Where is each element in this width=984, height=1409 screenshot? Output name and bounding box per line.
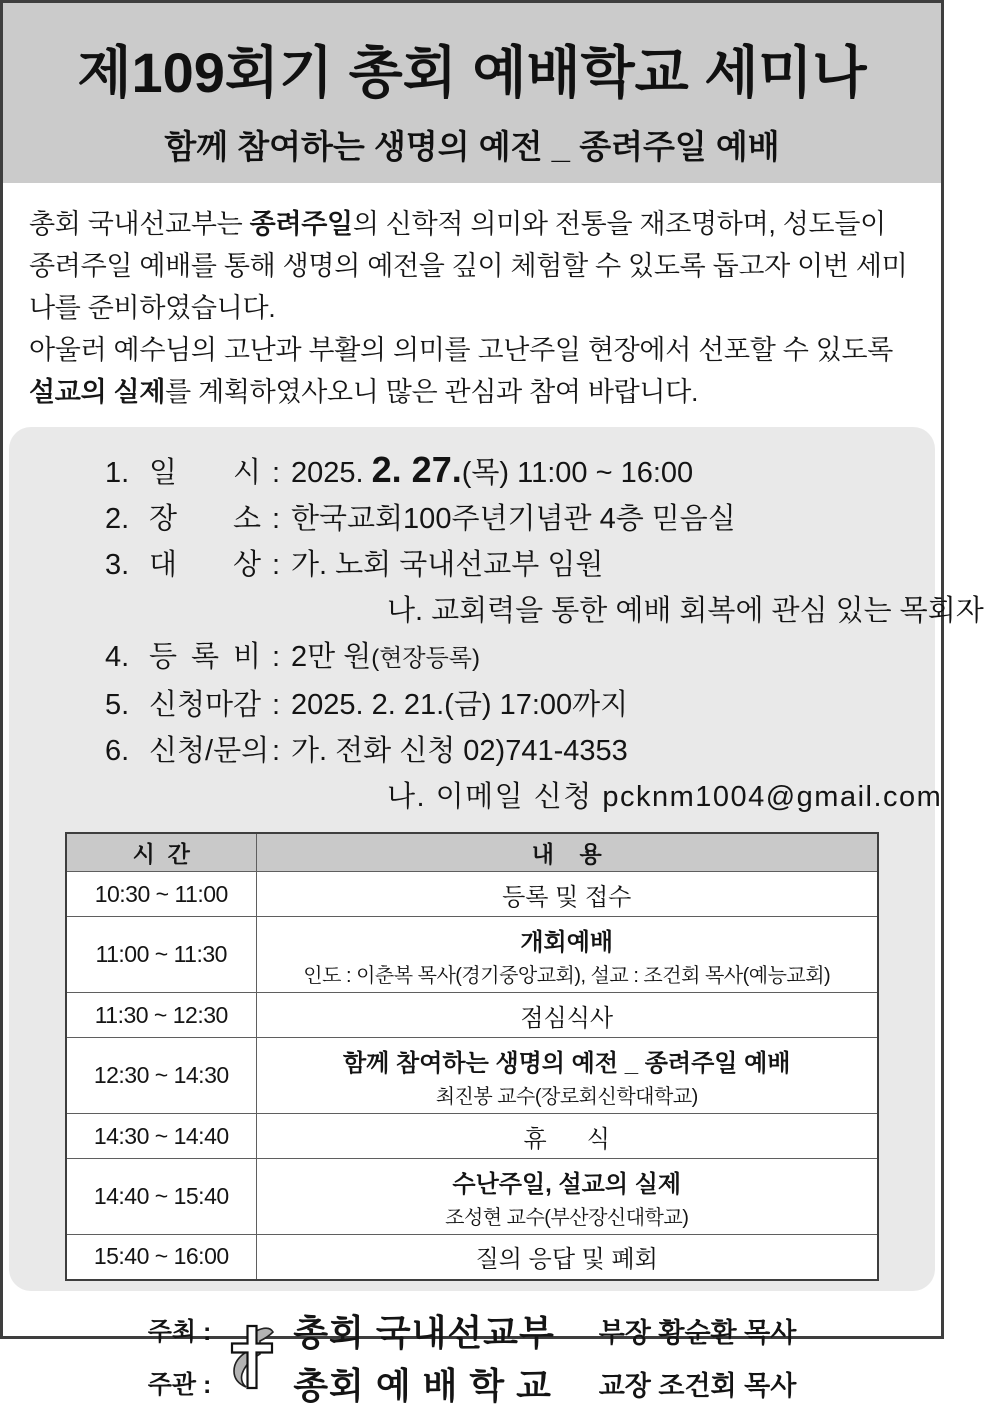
info-item-contact (105, 728, 935, 774)
item-label: 신청마감 (149, 689, 262, 721)
datetime-time: (목) 11:00 ~ 16:00 (461, 457, 694, 489)
target-value-b: 나. 교회력을 통한 예배 회복에 관심 있는 목회자 (387, 595, 984, 627)
schedule-row-lecture-sermon (66, 1159, 878, 1235)
item-number: 5. (105, 689, 130, 721)
organizer-org-name: 총회 예 배 학 교 (293, 1364, 552, 1406)
schedule-time: 11:00 ~ 11:30 (66, 917, 256, 993)
info-item-contact-continued (105, 774, 943, 820)
schedule-row-registration (66, 872, 878, 917)
info-item-target-continued (105, 588, 984, 634)
fee-amount: 2만 원 (291, 641, 372, 673)
intro-text: 아울러 예수님의 고난과 부활의 의미를 고난주일 현장에서 선포할 수 있도록 (29, 335, 894, 365)
info-item-target (105, 542, 935, 588)
item-label: 신청/문의 (149, 735, 270, 767)
schedule-content: 질의 응답 및 폐회 (475, 1246, 658, 1274)
schedule-header-row (66, 833, 878, 872)
schedule-row-break (66, 1114, 878, 1159)
schedule-time: 14:40 ~ 15:40 (66, 1159, 256, 1235)
fee-note: (현장등록) (371, 645, 480, 672)
schedule-header-time: 시 간 (66, 833, 256, 872)
item-colon: : (271, 735, 281, 767)
organizer-person: 교장 조건회 목사 (598, 1370, 797, 1401)
item-number: 3. (105, 549, 130, 581)
datetime-date-emphasis: 2. 27. (371, 449, 462, 490)
item-colon: : (271, 503, 281, 535)
host-org-name: 총회 국내선교부 (293, 1311, 555, 1353)
schedule-time: 10:30 ~ 11:00 (66, 872, 256, 917)
schedule-content: 등록 및 접수 (502, 883, 632, 911)
info-box (9, 427, 984, 1291)
intro-section (29, 203, 915, 413)
info-item-fee (105, 634, 935, 682)
schedule-content: 휴 식 (523, 1125, 610, 1153)
item-label: 장 소 (149, 503, 261, 535)
organizer-label: 주관 : (147, 1371, 212, 1399)
pck-cross-logo-icon (227, 1324, 277, 1390)
item-colon: : (271, 457, 281, 489)
item-label: 대 상 (149, 549, 261, 581)
item-colon: : (271, 641, 281, 673)
intro-text: 를 계획하였사오니 많은 관심과 참여 바랍니다. (165, 377, 699, 407)
poster-title: 제109회기 총회 예배학교 세미나 (77, 41, 867, 104)
schedule-header-content: 내 용 (256, 833, 878, 872)
location-value: 한국교회100주년기념관 4층 믿음실 (291, 503, 736, 535)
schedule-row-lecture-palm-sunday (66, 1038, 878, 1114)
info-item-location (105, 496, 935, 542)
intro-bold-sermon-practice: 설교의 실제 (29, 377, 166, 407)
schedule-time: 11:30 ~ 12:30 (66, 993, 256, 1038)
schedule-content-sub: 최진봉 교수(장로회신학대학교) (435, 1085, 698, 1108)
schedule-row-opening-worship (66, 917, 878, 993)
item-label: 일 시 (149, 457, 261, 489)
schedule-content-sub: 인도 : 이춘복 목사(경기중앙교회), 설교 : 조건회 목사(예능교회) (303, 964, 831, 987)
poster-header (3, 3, 941, 183)
poster-subtitle: 함께 참여하는 생명의 예전 _ 종려주일 예배 (164, 128, 780, 165)
item-number: 4. (105, 641, 130, 673)
item-colon: : (271, 689, 281, 721)
intro-text: 총회 국내선교부는 (29, 209, 250, 239)
intro-paragraph-1 (29, 203, 915, 329)
poster-footer (3, 1305, 941, 1409)
item-label: 등 록 비 (149, 641, 261, 673)
item-colon: : (271, 549, 281, 581)
info-item-datetime (105, 447, 935, 496)
info-list (9, 447, 984, 820)
schedule-table (65, 832, 879, 1281)
schedule-content-sub: 조성현 교수(부산장신대학교) (445, 1206, 689, 1229)
item-number: 6. (105, 735, 130, 767)
target-value-a: 가. 노회 국내선교부 임원 (291, 549, 604, 581)
deadline-value: 2025. 2. 21.(금) 17:00까지 (291, 689, 629, 721)
schedule-content-title: 개회예배 (520, 928, 614, 956)
host-label: 주최 : (147, 1318, 212, 1346)
schedule-row-lunch (66, 993, 878, 1038)
schedule-time: 12:30 ~ 14:30 (66, 1038, 256, 1114)
datetime-year: 2025. (291, 457, 372, 489)
info-item-deadline (105, 682, 935, 728)
schedule-row-closing (66, 1235, 878, 1280)
schedule-time: 15:40 ~ 16:00 (66, 1235, 256, 1280)
item-number: 2. (105, 503, 130, 535)
contact-phone: 가. 전화 신청 02)741-4353 (291, 735, 628, 767)
schedule-content: 점심식사 (520, 1004, 614, 1032)
intro-text: 의 신학적 의미와 전통을 재조명하며, 성도들이 종려주일 예배를 통해 생명의 예전을 깊이 체험할 수 있도록 돕고자 이번 세미나를 준비하였습니다. (29, 209, 908, 323)
schedule-content-title: 함께 참여하는 생명의 예전 _ 종려주일 예배 (343, 1049, 791, 1077)
item-number: 1. (105, 457, 130, 489)
schedule-content-title: 수난주일, 설교의 실제 (452, 1170, 682, 1198)
schedule-time: 14:30 ~ 14:40 (66, 1114, 256, 1159)
host-person: 부장 황순환 목사 (598, 1317, 797, 1348)
intro-bold-palm-sunday: 종려주일 (249, 209, 353, 239)
intro-paragraph-2 (29, 329, 915, 413)
contact-email: 나. 이메일 신청 pcknm1004@gmail.com (387, 781, 943, 813)
